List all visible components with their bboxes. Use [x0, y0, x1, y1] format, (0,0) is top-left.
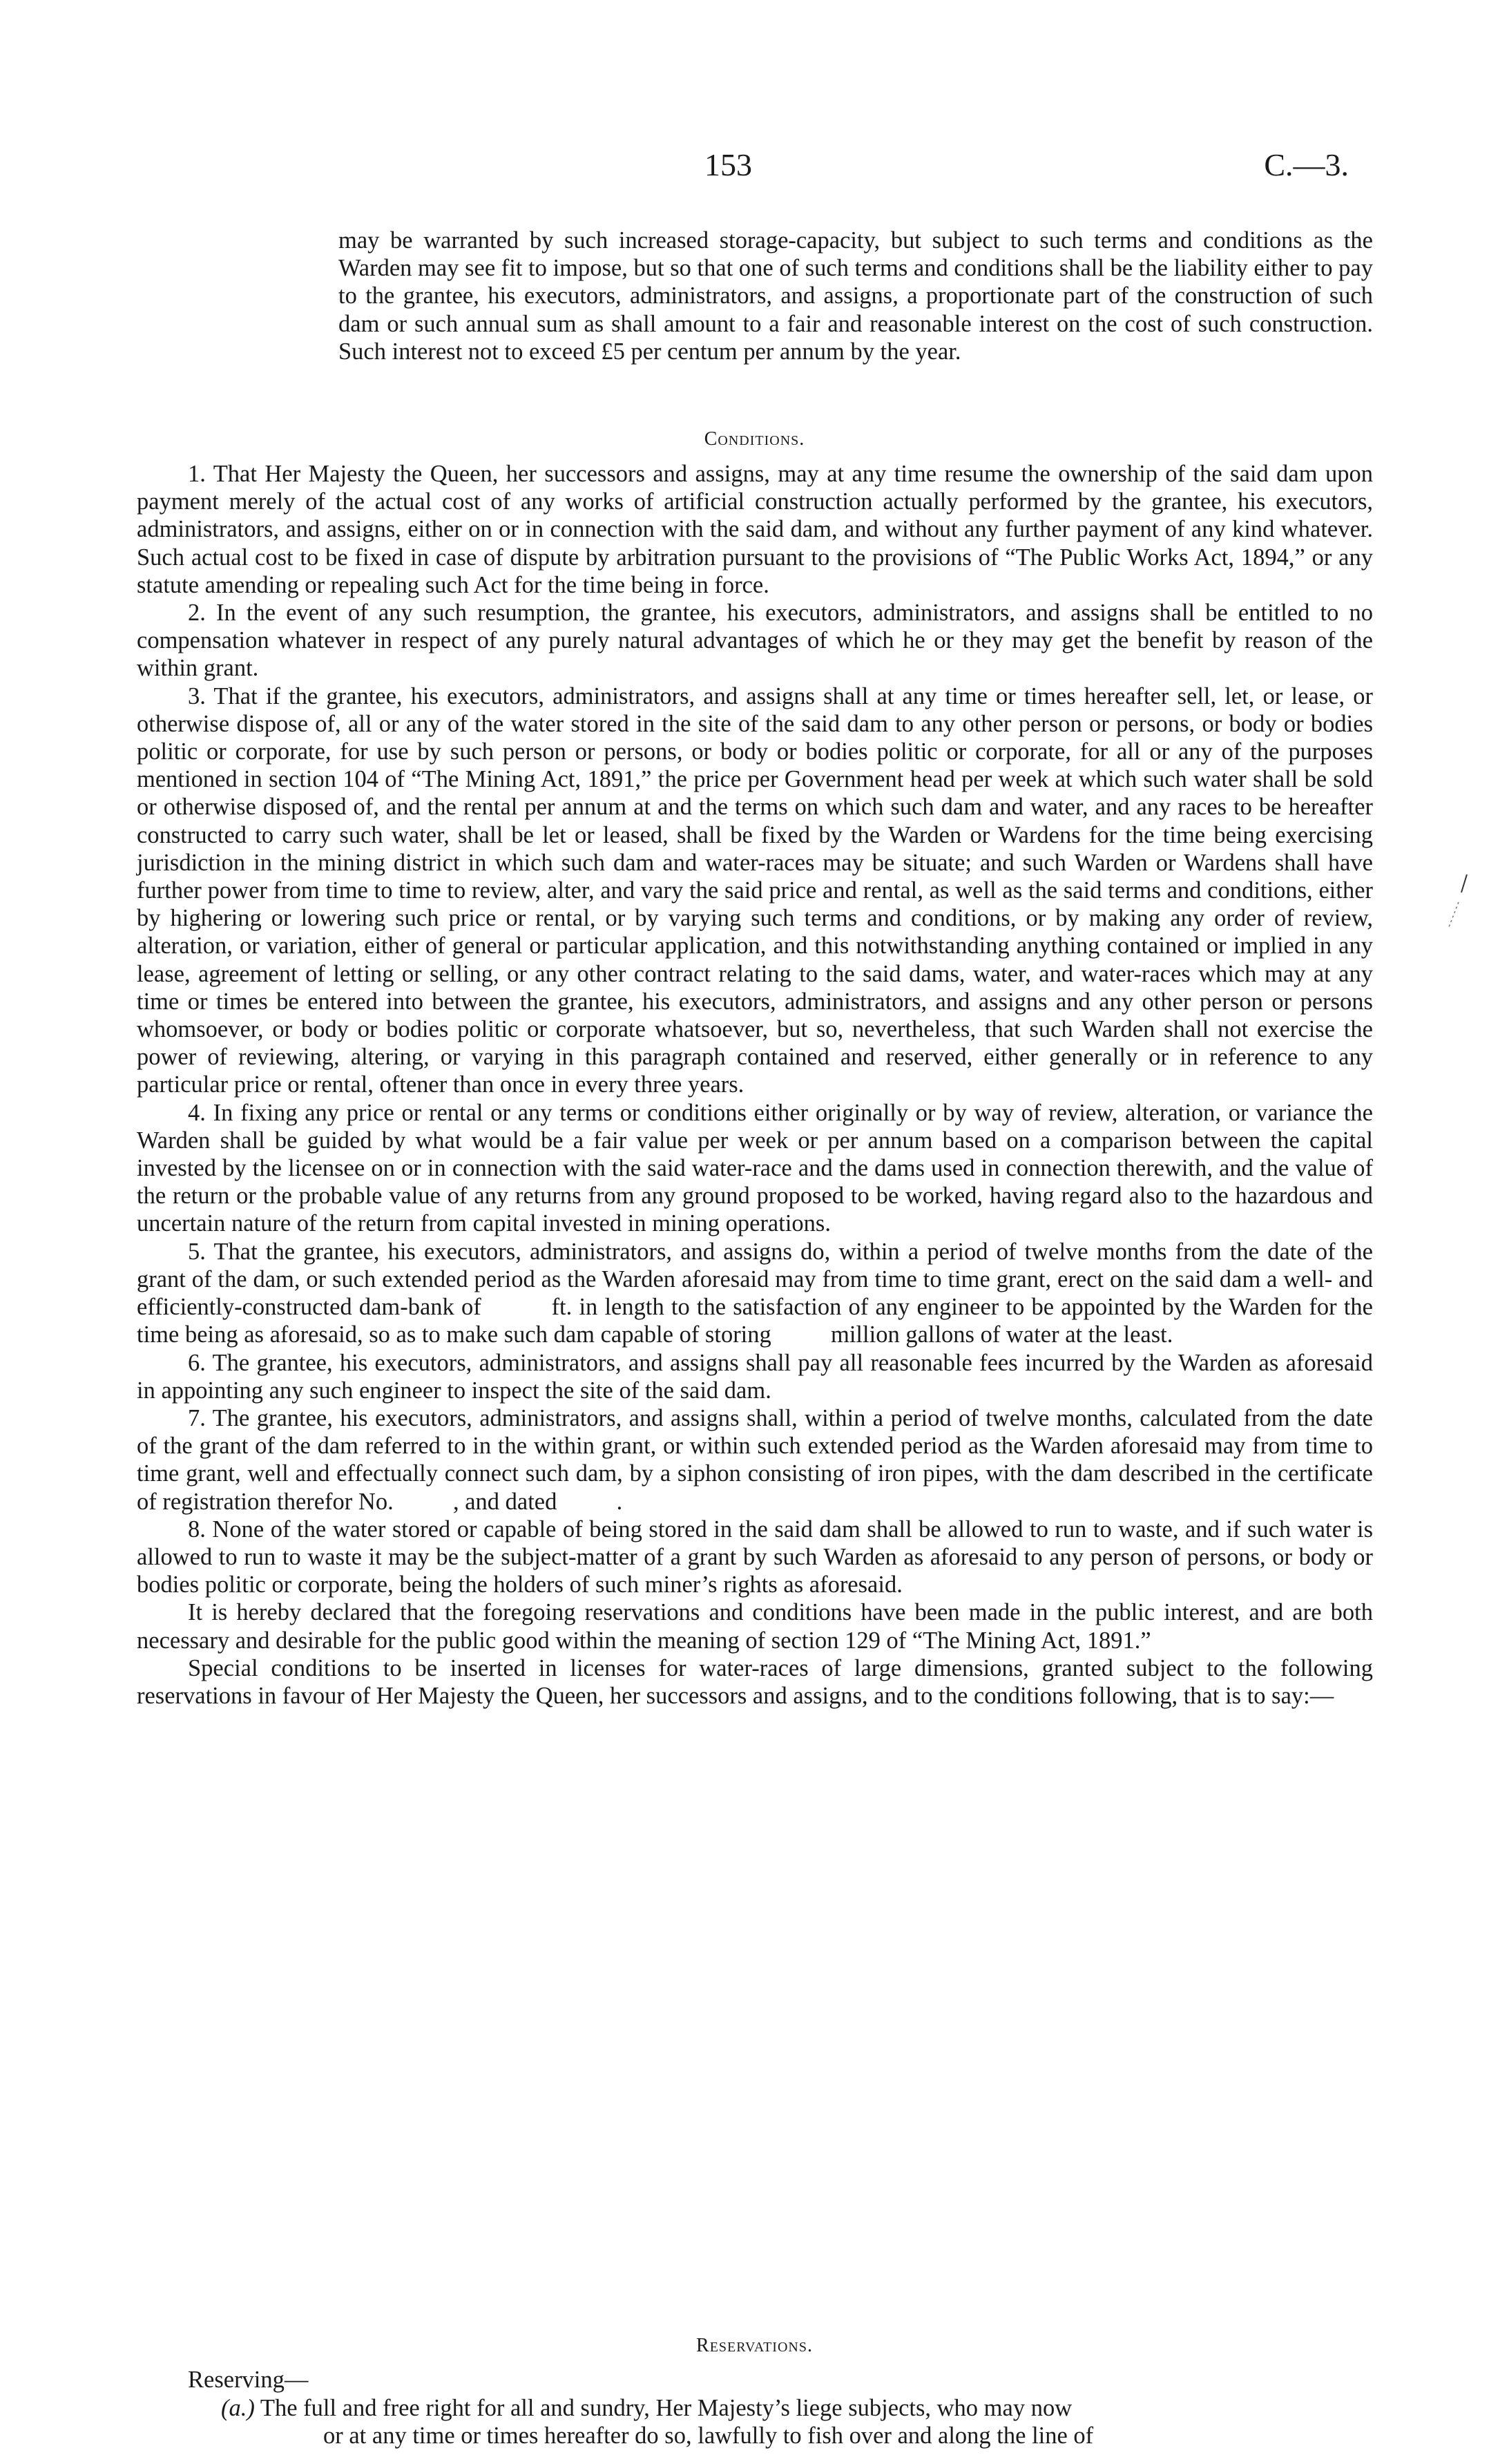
reservation-a-label: (a.): [221, 2395, 255, 2421]
special-conditions-paragraph: Special conditions to be inserted in licenses for water-races of large dimensions, granted subject to the following reservations in favour of Her Majesty the Queen, her successors and assigns, and to the conditions following, that is to say:—: [137, 1654, 1373, 1709]
condition-8: 8. None of the water stored or capable of being stored in the said dam shall be allowed to run to waste, and if such water is allowed to run to waste it may be the subject-matter of a grant by such Warden as aforesaid to any person of persons, or body or bodies politic or corporate, being the holders of such miner’s rights as aforesaid.: [137, 1516, 1373, 1598]
reservation-a: [221, 2394, 1373, 2449]
conditions-body: [137, 460, 1379, 1710]
margin-pencil-mark-icon: [1443, 872, 1471, 934]
reservation-a-line1: The full and free right for all and sundry, Her Majesty’s liege subjects, who may now: [260, 2395, 1073, 2421]
reserving-label: Reserving—: [188, 2367, 309, 2393]
page-number: 153: [704, 147, 752, 182]
reservations-heading: Reservations.: [696, 2335, 813, 2356]
condition-1: 1. That Her Majesty the Queen, her successors and assigns, may at any time resume the ownership of the said dam upon payment merely of the actual cost of any works of artificial construction actually performed by the grantee, his executors, administrators, and assigns, either on or in connection with the said dam, and without any further payment of any kind whatever. Such actual cost to be fixed in case of dispute by arbitration pursuant to the provisions of “The Public Works Act, 1894,” or any statute amending or repealing such Act for the time being in force.: [137, 461, 1373, 598]
condition-3: 3. That if the grantee, his executors, administrators, and assigns shall at any time or times hereafter sell, let, or lease, or otherwise dispose of, all or any of the water stored in the site of the said dam to any other person or persons, or body or bodies politic or corporate, for use by such person or persons, or body or bodies politic or corporate, for all or any of the purposes mentioned in section 104 of “The Mining Act, 1891,” the price per Government head per week at which such water shall be sold or otherwise disposed of, and the rental per annum at and the terms on which such dam and water, and any races to be hereafter constructed to carry such water, shall be let or leased, shall be fixed by the Warden or Wardens for the time being exercising jurisdiction in the mining district in which such dam and water-races may be situate; and such Warden or Wardens shall have further power from time to time to review, alter, and vary the said price and rental, as well as the said terms and conditions, either by highering or lowering such price or rental, or by varying such terms and conditions, or by making any order of review, alteration, or variation, either of general or particular application, and this notwithstanding anything contained or implied in any lease, agreement of letting or selling, or any other contract relating to the said dams, water, and water-races which may at any time or times be entered into between the grantee, his executors, administrators, and assigns and any other person or persons whomsoever, or body or bodies politic or corporate whatsoever, but so, nevertheless, that such Warden shall not exercise the power of reviewing, altering, or varying in this paragraph contained and reserved, either generally or in reference to any particular price or rental, oftener than once in every three years.: [137, 682, 1373, 1098]
conditions-heading: Conditions.: [704, 428, 805, 450]
condition-2: 2. In the event of any such resumption, the grantee, his executors, administrators, and assigns shall be entitled to no compensation whatever in respect of any purely natural advantages of which he or they may get the benefit by reason of the within grant.: [137, 600, 1373, 682]
page-reference: C.—3.: [1264, 147, 1349, 182]
condition-6: 6. The grantee, his executors, administrators, and assigns shall pay all reasonable fees incurred by the Warden as aforesaid in appointing any such engineer to inspect the site of the said dam.: [137, 1349, 1373, 1404]
reservation-a-line2: or at any time or times hereafter do so, lawfully to fish over and along the line of: [323, 2423, 1094, 2449]
condition-5: 5. That the grantee, his executors, administrators, and assigns do, within a period of twelve months from the date of the grant of the dam, or such extended period as the Warden aforesaid may from time to time grant, erect on the said dam a well- and efficiently-constructed dam-bank of ft. in length to the satisfaction of any engineer to be appointed by the Warden for the time being as aforesaid, so as to make such dam capable of storing million gallons of water at the least.: [137, 1238, 1379, 1348]
declaration-paragraph: It is hereby declared that the foregoing reservations and conditions have been made in the public interest, and are both necessary and desirable for the public good within the meaning of section 129 of “The Mining Act, 1891.”: [137, 1599, 1373, 1654]
intro-paragraph: may be warranted by such increased storage-capacity, but subject to such terms and conditions as the Warden may see fit to impose, but so that one of such terms and conditions shall be the liability either to pay to the grantee, his executors, administrators, and assigns, a proportionate part of the construction of such dam or such annual sum as shall amount to a fair and reasonable interest on the cost of such construction. Such interest not to exceed £5 per centum per annum by the year.: [338, 227, 1373, 365]
condition-7: 7. The grantee, his executors, administrators, and assigns shall, within a period of twelve months, calculated from the date of the grant of the dam referred to in the within grant, or within such extended period as the Warden aforesaid may from time to time grant, well and effectually connect such dam, by a siphon consisting of iron pipes, with the dam described in the certificate of registration therefor No. , and dated .: [137, 1404, 1379, 1515]
condition-4: 4. In fixing any price or rental or any terms or conditions either originally or by way of review, alteration, or variance the Warden shall be guided by what would be a fair value per week or per annum based on a comparison between the capital invested by the licensee on or in connection with the said water-race and the dams used in connection therewith, and the value of the return or the probable value of any returns from any ground proposed to be worked, having regard also to the hazardous and uncertain nature of the return from capital invested in mining operations.: [137, 1099, 1373, 1237]
